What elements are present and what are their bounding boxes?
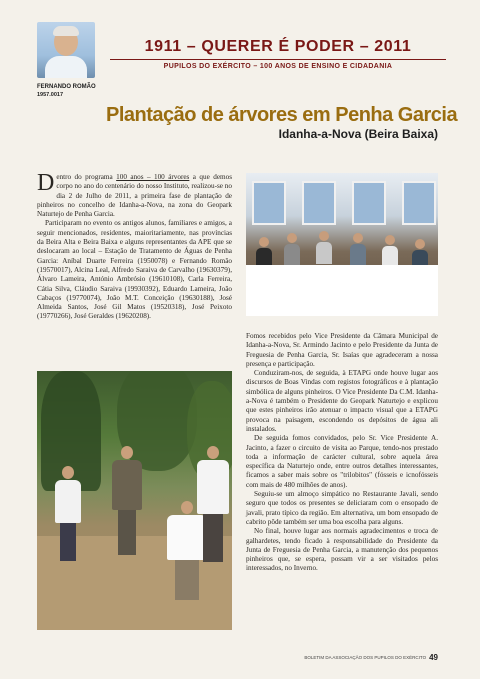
article-column-left: [37, 170, 232, 322]
dining-table: [246, 265, 438, 316]
paragraph-5: De seguida fomos convidados, pelo Sr. Vice Presidente A. Jacinto, a fazer o circuito de visita ao Parque, tendo-nos prestado toda a informação de carácter cultural, sobre aquela área específica da Naturtejo onde, entre outros detalhes interessantes, ficamos a saber mais sobre os "trilobitos" (fósseis e icnofósseis com mais de 480 milhões de anos).: [246, 434, 438, 489]
article-column-right: [246, 332, 438, 574]
author-number: 1957.0017: [37, 92, 63, 98]
program-link-text: 100 anos – 100 árvores: [116, 173, 190, 181]
centenary-headline: 1911 – QUERER É PODER – 2011: [144, 38, 412, 55]
person-figure: [55, 466, 81, 561]
guest-figure: [284, 233, 300, 267]
author-name: FERNANDO ROMÃO: [37, 84, 96, 90]
headline-divider: [110, 59, 446, 60]
paragraph-6: Seguiu-se um almoço simpático no Restaurante Javali, sendo seguro que todos os presentes se deliciaram com o ensopado de javali, prato típico da região. Em alternativa, um bom ensopado de cabrito pôde também ser uma boa escolha para alguns.: [246, 490, 438, 526]
person-figure: [197, 446, 229, 566]
paragraph-1: Dentro do programa 100 anos – 100 árvores a que demos corpo no ano do centenário do nosso Instituto, realizou-se no dia 2 de Julho de 2011, a primeira fase de plantação de pinheiros no concelho de Idanha-a-Nova, na zona do Geopark Naturtejo de Penha Garcia.: [37, 170, 232, 219]
paragraph-3: Fomos recebidos pelo Vice Presidente da Câmara Municipal de Idanha-a-Nova, Sr. Armindo Jacinto e pelo Presidente da Junta de Freguesia de Penha Garcia, Sr. Isaías que agradeceram a nossa presença e participação.: [246, 332, 438, 368]
page-footer: [246, 654, 438, 662]
page-number: 49: [429, 653, 438, 662]
guest-figure: [350, 233, 366, 267]
author-photo: [37, 22, 95, 78]
centenary-subheadline: PUPILOS DO EXÉRCITO – 100 ANOS DE ENSINO E CIDADANIA: [163, 63, 393, 70]
headline-block: [110, 38, 446, 72]
lunch-photo: [246, 173, 438, 316]
guest-figure: [382, 235, 398, 269]
person-figure: [112, 446, 142, 558]
tree-planting-photo: [37, 371, 232, 630]
drop-cap: D: [37, 170, 55, 196]
publication-name: BOLETIM DA ASSOCIAÇÃO DOS PUPILOS DO EXÉRCITO: [304, 655, 427, 660]
paragraph-4: Conduziram-nos, de seguida, à ETAPG onde houve lugar aos discursos de Boas Vindas com registos fotográficos e à plantação simbólica de alguns pinheiros. O Vice Presidente Da C.M. Idanha-a-Nova é também o Presidente do Geopark Naturtejo e explicou que estes pinheiros irão atenuar o impacto visual que a ETAPG provoca na paisagem, escondendo os depósitos de água ali instalados.: [246, 369, 438, 433]
article-title: Plantação de árvores em Penha Garcia: [106, 104, 458, 126]
page-header: [0, 0, 480, 120]
article-subtitle: Idanha-a-Nova (Beira Baixa): [278, 127, 438, 141]
paragraph-2: Participaram no evento os antigos alunos, familiares e amigos, a seguir mencionados, residentes, maioritariamente, nas províncias da Beira Alta e Beira Baixa e alguns representantes da APE que se deslocaram ao local – Estação de Tratamento de Águas de Penha Garcia: Aníbal Duarte Ferreira (1950078) e Fernando Romão (19570017), Alcina Leal, Alfredo Saraiva de Carvalho (19630379), Álvaro Lameira, António Ambrósio (19610108), Carla Ferreira, Cátia Silva, Cláudio Saraiva (19930392), Eduardo Lameira, João Cabaços (19770074), João M.T. Conceição (19630188), José Almeida Santos, José Gil Matos (19520318), José Peixoto (19770266), José Geraldes (19620208).: [37, 219, 232, 321]
paragraph-7: No final, houve lugar aos normais agradecimentos e troca de galhardetes, tendo ficado à responsabilidade do Presidente da Junta de Freguesia de Penha Garcia, a manutenção dos pequenos pinheiros que, se espera, possam vir a ser visitados pelos interessados, no Inverno.: [246, 527, 438, 573]
guest-figure: [316, 231, 332, 265]
